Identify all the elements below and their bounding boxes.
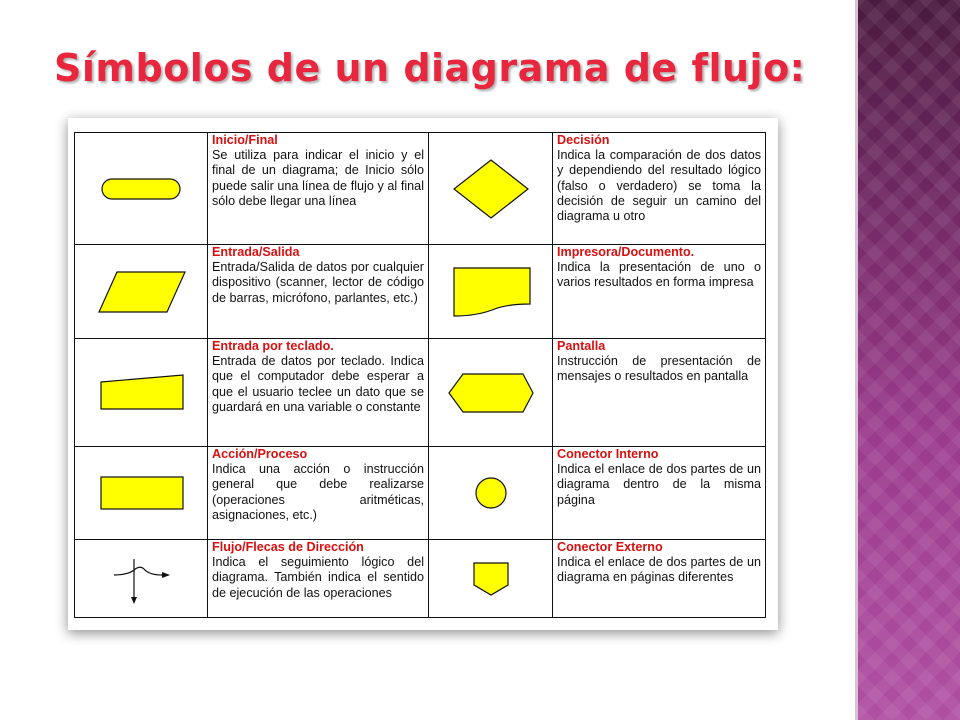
symbol-description: Indica el enlace de dos partes de un diagrama en páginas diferentes — [557, 555, 761, 585]
symbol-description: Instrucción de presentación de mensajes o resultados en pantalla — [557, 354, 761, 384]
description-cell — [208, 540, 429, 618]
process-rectangle-icon — [91, 473, 191, 513]
description-cell — [208, 339, 429, 447]
description-cell — [553, 339, 766, 447]
side-decorative-panel — [858, 0, 960, 720]
symbol-description: Indica el seguimiento lógico del diagrama. También indica el sentido de ejecución de las operaciones — [212, 555, 424, 600]
symbol-name: Impresora/Documento. — [557, 245, 695, 259]
input-output-parallelogram-icon — [91, 267, 191, 317]
symbol-cell — [75, 447, 208, 540]
symbol-name: Pantalla — [557, 339, 606, 353]
external-connector-icon — [466, 557, 516, 601]
description-cell — [208, 133, 429, 245]
symbol-cell — [75, 339, 208, 447]
document-icon — [446, 264, 536, 320]
table-row — [75, 540, 766, 618]
symbol-description: Indica el enlace de dos partes de un diagrama dentro de la misma página — [557, 462, 761, 507]
terminal-oval-icon — [86, 169, 196, 209]
symbol-cell — [75, 133, 208, 245]
symbol-cell — [75, 245, 208, 339]
symbol-name: Entrada por teclado. — [212, 339, 334, 353]
symbol-description: Indica una acción o instrucción general que debe realizarse (operaciones aritméticas, asignaciones, etc.) — [212, 462, 424, 522]
symbol-cell — [429, 339, 553, 447]
display-screen-icon — [443, 370, 539, 416]
symbol-description: Entrada/Salida de datos por cualquier dispositivo (scanner, lector de código de barras, micrófono, parlantes, etc.) — [212, 260, 424, 305]
symbol-name: Acción/Proceso — [212, 447, 308, 461]
table-row — [75, 339, 766, 447]
symbol-cell — [429, 447, 553, 540]
table-row — [75, 245, 766, 339]
symbol-description: Indica la comparación de dos datos y dependiendo del resultado lógico (falso o verdadero) se toma la decisión de seguir un camino del diagrama u otro — [557, 148, 761, 224]
description-cell — [553, 540, 766, 618]
flow-arrows-icon — [96, 549, 186, 609]
description-cell — [553, 245, 766, 339]
symbol-name: Entrada/Salida — [212, 245, 300, 259]
internal-connector-circle-icon — [466, 473, 516, 513]
symbol-cell — [429, 133, 553, 245]
manual-input-keyboard-icon — [91, 371, 191, 415]
description-cell — [553, 447, 766, 540]
symbol-cell — [75, 540, 208, 618]
table-row — [75, 133, 766, 245]
symbol-name: Conector Interno — [557, 447, 659, 461]
symbol-name: Inicio/Final — [212, 133, 278, 147]
symbol-description: Indica la presentación de uno o varios resultados en forma impresa — [557, 260, 761, 290]
table-row — [75, 447, 766, 540]
decision-diamond-icon — [446, 154, 536, 224]
symbol-cell — [429, 245, 553, 339]
symbol-cell — [429, 540, 553, 618]
symbol-description: Se utiliza para indicar el inicio y el final de un diagrama; de Inicio sólo puede salir una línea de flujo y al final sólo debe llegar una línea — [212, 148, 424, 208]
symbol-description: Entrada de datos por teclado. Indica que el computador debe esperar a que el usuario teclee un dato que se guardará en una variable o constante — [212, 354, 424, 414]
symbol-name: Decisión — [557, 133, 610, 147]
description-cell — [208, 245, 429, 339]
flowchart-symbols-table — [68, 118, 778, 630]
description-cell — [208, 447, 429, 540]
symbol-name: Flujo/Flecas de Dirección — [212, 540, 364, 554]
description-cell — [553, 133, 766, 245]
slide-title: Símbolos de un diagrama de flujo: — [54, 46, 806, 90]
symbol-name: Conector Externo — [557, 540, 663, 554]
